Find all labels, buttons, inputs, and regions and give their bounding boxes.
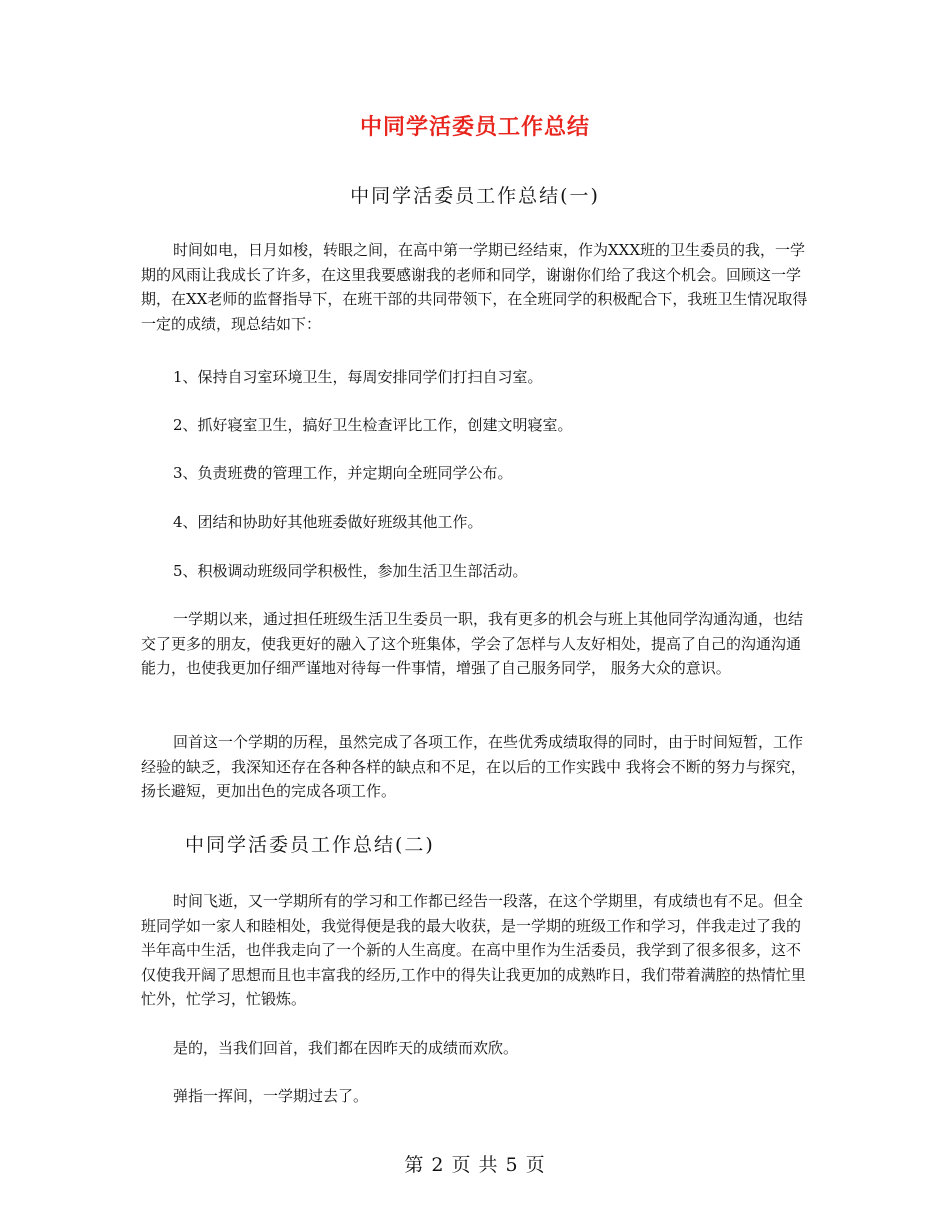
section-2-paragraph-3: 弹指一挥间，一学期过去了。 — [173, 1087, 369, 1105]
section-2-paragraph-2: 是的，当我们回首，我们都在因昨天的成绩而欢欣。 — [173, 1039, 519, 1057]
list-item: 2、抓好寝室卫生，搞好卫生检查评比工作，创建文明寝室。 — [173, 416, 573, 434]
list-item: 1、保持自习室环境卫生，每周安排同学们打扫自习室。 — [173, 368, 543, 386]
section-1-paragraph-2: 一学期以来，通过担任班级生活卫生委员一职，我有更多的机会与班上其他同学沟通沟通，也结交了更多的朋友，使我更好的融入了这个班集体，学会了怎样与人友好相处，提高了自己的沟通沟通能力，也使我更加仔细严谨地对待每一件事情，增强了自己服务同学， 服务大众的意识。 — [141, 610, 804, 677]
page-number-footer: 第 2 页 共 5 页 — [404, 1154, 546, 1176]
section-1-intro: 时间如电，日月如梭，转眼之间，在高中第一学期已经结束，作为XXX班的卫生委员的我，一学期的风雨让我成长了许多，在这里我要感谢我的老师和同学，谢谢你们给了我这个机会。回顾这一学期，在XX老师的监督指导下，在班干部的共同带领下，在全班同学的积极配合下，我班卫生情况取得一定的成绩，现总结如下： — [141, 241, 808, 333]
list-item: 3、负责班费的管理工作，并定期向全班同学公布。 — [173, 464, 513, 482]
section-1-heading: 中同学活委员工作总结(一) — [350, 185, 600, 207]
document-title: 中同学活委员工作总结 — [359, 114, 590, 140]
section-2-paragraph-1: 时间飞逝，又一学期所有的学习和工作都已经告一段落，在这个学期里，有成绩也有不足。但全班同学如一家人和睦相处，我觉得便是我的最大收获，是一学期的班级工作和学习，伴我走过了我的半年高中生活，也伴我走向了一个新的人生高度。在高中里作为生活委员，我学到了很多很多，这不仅使我开阔了思想而且也丰富我的经历,工作中的得失让我更加的成熟昨日，我们带着满腔的热情忙里忙外，忙学习，忙锻炼。 — [141, 892, 806, 1008]
section-1-paragraph-3: 回首这一个学期的历程，虽然完成了各项工作，在些优秀成绩取得的同时，由于时间短暂，工作经验的缺乏，我深知还存在各种各样的缺点和不足，在以后的工作实践中 我将会不断的努力与探究，扬长避短，更加出色的完成各项工作。 — [141, 733, 806, 800]
list-item: 4、团结和协助好其他班委做好班级其他工作。 — [173, 513, 483, 531]
section-2-heading: 中同学活委员工作总结(二) — [185, 834, 435, 856]
list-item: 5、积极调动班级同学积极性，参加生活卫生部活动。 — [173, 562, 528, 580]
